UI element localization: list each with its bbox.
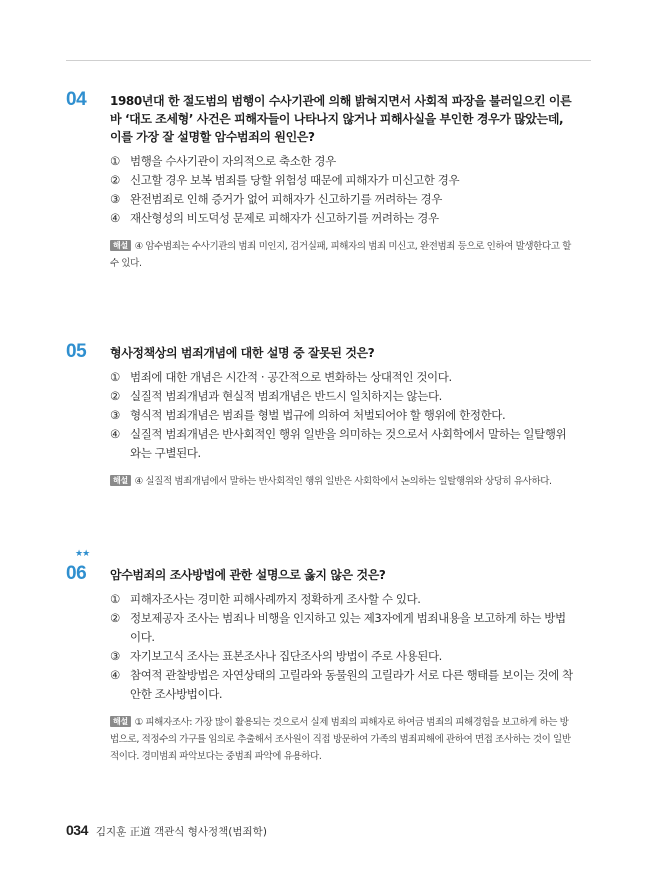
option-marker: ①	[110, 370, 120, 384]
option-marker: ①	[110, 154, 120, 168]
option-4	[110, 209, 576, 228]
option-4	[110, 666, 576, 704]
option-text: 범죄에 대한 개념은 시간적 · 공간적으로 변화하는 상대적인 것이다.	[130, 370, 452, 384]
explanation-text: ④ 실질적 범죄개념에서 말하는 반사회적인 행위 일반은 사회학에서 논의하는 일탈행위와 상당히 유사하다.	[134, 476, 552, 487]
option-list	[110, 152, 576, 228]
explanation-text: ④ 암수범죄는 수사기관의 범죄 미인지, 검거실패, 피해자의 범죄 미신고, 완전범죄 등으로 인하여 발생한다고 할 수 있다.	[110, 241, 571, 269]
page-footer	[66, 822, 267, 839]
top-divider	[66, 60, 591, 61]
page-number: 034	[66, 822, 88, 838]
difficulty-stars: ★★	[75, 549, 90, 559]
option-marker: ②	[110, 389, 120, 403]
question-text: 형사정책상의 범죄개념에 대한 설명 중 잘못된 것은?	[110, 346, 375, 360]
question-number: 05	[66, 341, 87, 362]
question-number: 04	[66, 89, 87, 110]
option-marker: ④	[110, 427, 120, 441]
question-text: 1980년대 한 절도범의 범행이 수사기관에 의해 밝혀지면서 사회적 파장을 불러일으킨 이른바 ‘대도 조세형’ 사건은 피해자들이 나타나지 않거나 피해사실을 부인한 경우가 많았는데, 이를 가장 잘 설명할 암수범죄의 원인은?	[110, 94, 572, 144]
option-1	[110, 368, 576, 387]
option-3	[110, 190, 576, 209]
option-1	[110, 152, 576, 171]
option-text: 자기보고식 조사는 표본조사나 집단조사의 방법이 주로 사용된다.	[130, 649, 442, 663]
option-text: 실질적 범죄개념과 현실적 범죄개념은 반드시 일치하지는 않는다.	[130, 389, 442, 403]
question-05	[66, 341, 576, 490]
option-marker: ②	[110, 173, 120, 187]
option-text: 형식적 범죄개념은 범죄를 형벌 법규에 의하여 처벌되어야 할 행위에 한정한다.	[130, 408, 506, 422]
option-4	[110, 425, 576, 463]
option-text: 정보제공자 조사는 범죄나 비행을 인지하고 있는 제3자에게 범죄내용을 보고하게 하는 방법이다.	[130, 611, 566, 644]
explanation-badge: 해설	[110, 240, 131, 251]
option-list	[110, 590, 576, 704]
option-marker: ①	[110, 592, 120, 606]
option-2	[110, 387, 576, 406]
option-3	[110, 406, 576, 425]
explanation-badge: 해설	[110, 716, 131, 727]
option-marker: ②	[110, 611, 120, 625]
option-text: 피해자조사는 경미한 피해사례까지 정확하게 조사할 수 있다.	[130, 592, 421, 606]
option-marker: ④	[110, 668, 120, 682]
question-number: 06	[66, 563, 87, 584]
option-text: 신고할 경우 보복 범죄를 당할 위험성 때문에 피해자가 미신고한 경우	[130, 173, 460, 187]
explanation-text: ① 피해자조사: 가장 많이 활용되는 것으로서 실제 범죄의 피해자로 하여금 범죄의 피해경험을 보고하게 하는 방법으로, 적정수의 가구를 임의로 추출해서 조사원이 직접 방문하여 가족의 범죄피해에 관하여 면접 조사하는 것이 일반적이다. 경미범죄 파악보다는 중범죄 파악에 유용하다.	[110, 717, 571, 762]
option-text: 재산형성의 비도덕성 문제로 피해자가 신고하기를 꺼려하는 경우	[130, 211, 439, 225]
question-04	[66, 89, 576, 272]
option-3	[110, 647, 576, 666]
option-2	[110, 171, 576, 190]
option-text: 범행을 수사기관이 자의적으로 축소한 경우	[130, 154, 336, 168]
option-text: 완전범죄로 인해 증거가 없어 피해자가 신고하기를 꺼려하는 경우	[130, 192, 442, 206]
option-text: 참여적 관찰방법은 자연상태의 고릴라와 동물원의 고릴라가 서로 다른 행태를 보이는 것에 착안한 조사방법이다.	[130, 668, 573, 701]
book-title: 김지훈 正道 객관식 형사정책(범죄학)	[95, 826, 267, 838]
option-marker: ③	[110, 408, 120, 422]
question-06	[66, 549, 576, 765]
explanation	[110, 238, 576, 272]
option-2	[110, 609, 576, 647]
option-marker: ③	[110, 649, 120, 663]
option-1	[110, 590, 576, 609]
option-marker: ④	[110, 211, 120, 225]
explanation	[110, 473, 576, 490]
option-text: 실질적 범죄개념은 반사회적인 행위 일반을 의미하는 것으로서 사회학에서 말하는 일탈행위와는 구별된다.	[130, 427, 567, 460]
option-list	[110, 368, 576, 463]
explanation-badge: 해설	[110, 475, 131, 486]
question-text: 암수범죄의 조사방법에 관한 설명으로 옳지 않은 것은?	[110, 568, 386, 582]
explanation	[110, 714, 576, 765]
option-marker: ③	[110, 192, 120, 206]
